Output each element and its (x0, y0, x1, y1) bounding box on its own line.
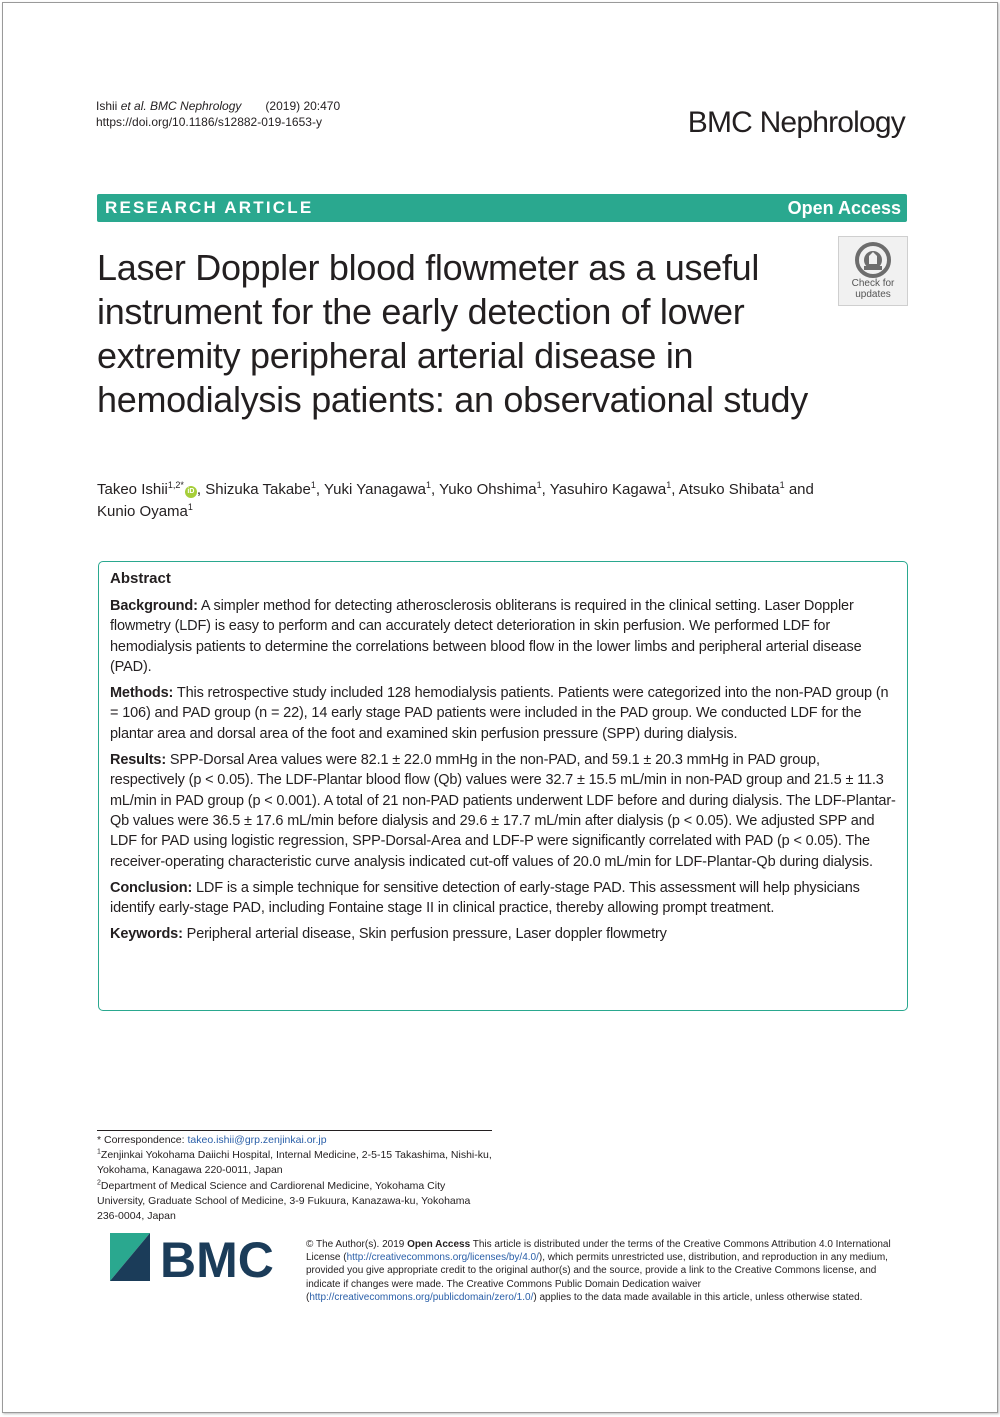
author-name: Takeo Ishii (97, 481, 168, 498)
abstract-heading: Abstract (110, 570, 171, 587)
author-name: Yuki Yanagawa (323, 481, 426, 498)
abstract-keywords: Keywords: Peripheral arterial disease, Skin perfusion pressure, Laser doppler flowmetry (110, 926, 667, 943)
footnotes (97, 1133, 492, 1224)
correspondence: * Correspondence: takeo.ishii@grp.zenjinkai.or.jp (97, 1134, 327, 1146)
citation-line (96, 98, 340, 114)
check-for-updates-icon (855, 242, 891, 278)
author-list: Takeo Ishii$^{1,2*}$iD , Shizuka Takabe$^1$, Yuki Yanagawa$^1$, Yuko Ohshima$^1$, Yasuhiro Kagawa$^1$, Atsuko Shibata$^1$ and Kunio Oyama$^1$ (97, 480, 814, 520)
article-title: Laser Doppler blood flowmeter as a useful instrument for the early detection of lower extremity peripheral arterial disease in hemodialysis patients: an observational study (97, 247, 808, 420)
check-for-updates-button[interactable] (838, 236, 908, 306)
orcid-icon[interactable]: iD (185, 486, 197, 498)
affiliation-1: $^1$Zenjinkai Yokohama Daiichi Hospital, Internal Medicine, 2-5-15 Takashima, Nishi-ku, Yokohama, Kanagawa 220-0011, Japan (97, 1148, 492, 1177)
correspondence-email-link[interactable]: takeo.ishii@grp.zenjinkai.or.jp (187, 1134, 327, 1146)
doi-link[interactable]: https://doi.org/10.1186/s12882-019-1653-y (96, 115, 322, 129)
citation-authors: Ishii (96, 99, 121, 113)
abstract-background: Background: A simpler method for detecting atherosclerosis obliterans is required in the clinical setting. Laser Doppler flowmetry (LDF) is easy to perform and can accurately detect deterioration in skin perfusion. We performed LDF for hemodialysis patients to determine the correlations between blood flow in the lower limbs and peripheral arterial disease (PAD). (110, 598, 862, 675)
article-type-band (97, 194, 907, 222)
abstract-results: Results: SPP-Dorsal Area values were 82.1 ± 22.0 mmHg in the non-PAD, and 59.1 ± 20.3 mmHg in PAD group, respectively (p < 0.05). The LDF-Plantar blood flow (Qb) values were 32.7 ± 15.5 mL/min in non-PAD group and 21.5 ± 11.3 mL/min in PAD group (p < 0.001). A total of 21 non-PAD patients underwent LDF before and during dialysis. The LDF-Plantar-Qb values were 36.5 ± 17.6 mL/min before dialysis and 29.6 ± 17.7 mL/min after dialysis (p < 0.05). We adjusted SPP and LDF for PAD using logistic regression, SPP-Dorsal-Area and LDF-P were significantly correlated with PAD (p < 0.05). The receiver-operating characteristic curve analysis indicated cut-off values of 20.0 mL/min for LDF-Plantar-Qb during dialysis. (110, 752, 896, 870)
citation-year: (2019) 20:470 (265, 99, 341, 113)
author-name: Atsuko Shibata (678, 481, 780, 498)
bmc-logo-text: BMC (160, 1233, 274, 1283)
citation-block (96, 98, 340, 130)
article-type: RESEARCH ARTICLE (105, 198, 314, 217)
bmc-logo (110, 1233, 285, 1283)
affiliation-2: $^2$Department of Medical Science and Cardiorenal Medicine, Yokohama City University, Graduate School of Medicine, 3-9 Fukuura, Kanazawa-ku, Yokohama 236-0004, Japan (97, 1179, 471, 1223)
journal-title: BMC Nephrology (687, 106, 905, 139)
author-name: Yasuhiro Kagawa (549, 481, 667, 498)
author-name: Kunio Oyama (97, 503, 188, 520)
abstract-box (98, 561, 908, 1011)
citation-journal: et al. BMC Nephrology (120, 99, 242, 113)
cc-by-license-link[interactable]: http://creativecommons.org/licenses/by/4.0/ (346, 1252, 539, 1264)
author-name: Yuko Ohshima (439, 481, 537, 498)
cc0-waiver-link[interactable]: http://creativecommons.org/publicdomain/zero/1.0/ (309, 1291, 534, 1303)
abstract-methods: Methods: This retrospective study included 128 hemodialysis patients. Patients were categorized into the non-PAD group (n = 106) and PAD group (n = 22), 14 early stage PAD patients were included in the PAD group. We conducted LDF for the plantar area and dorsal area of the foot and examined skin perfusion pressure (SPP) during dialysis. (110, 685, 889, 742)
article-page (2, 2, 998, 1413)
footnote-divider (97, 1130, 492, 1131)
check-updates-line1: Check for (851, 278, 895, 289)
open-access-label: Open Access (787, 197, 901, 218)
license-statement: © The Author(s). 2019 Open Access This article is distributed under the terms of the Creative Commons Attribution 4.0 International License (http://creativecommons.org/licenses/by/4.0/), which permits unrestricted use, distribution, and reproduction in any medium, provided you give appropriate credit to the original author(s) and the source, provide a link to the Creative Commons license, and indicate if changes were made. The Creative Commons Public Domain Dedication waiver (http://creativecommons.org/publicdomain/zero/1.0/) applies to the data made available in this article, unless otherwise stated. (306, 1239, 891, 1303)
author-conjunction: and (788, 481, 814, 498)
author-name: Shizuka Takabe (205, 481, 311, 498)
abstract-conclusion: Conclusion: LDF is a simple technique for sensitive detection of early-stage PAD. This assessment will help physicians identify early-stage PAD, including Fontaine stage II in clinical practice, thereby allowing prompt treatment. (110, 879, 860, 917)
check-updates-line2: updates (855, 289, 891, 300)
